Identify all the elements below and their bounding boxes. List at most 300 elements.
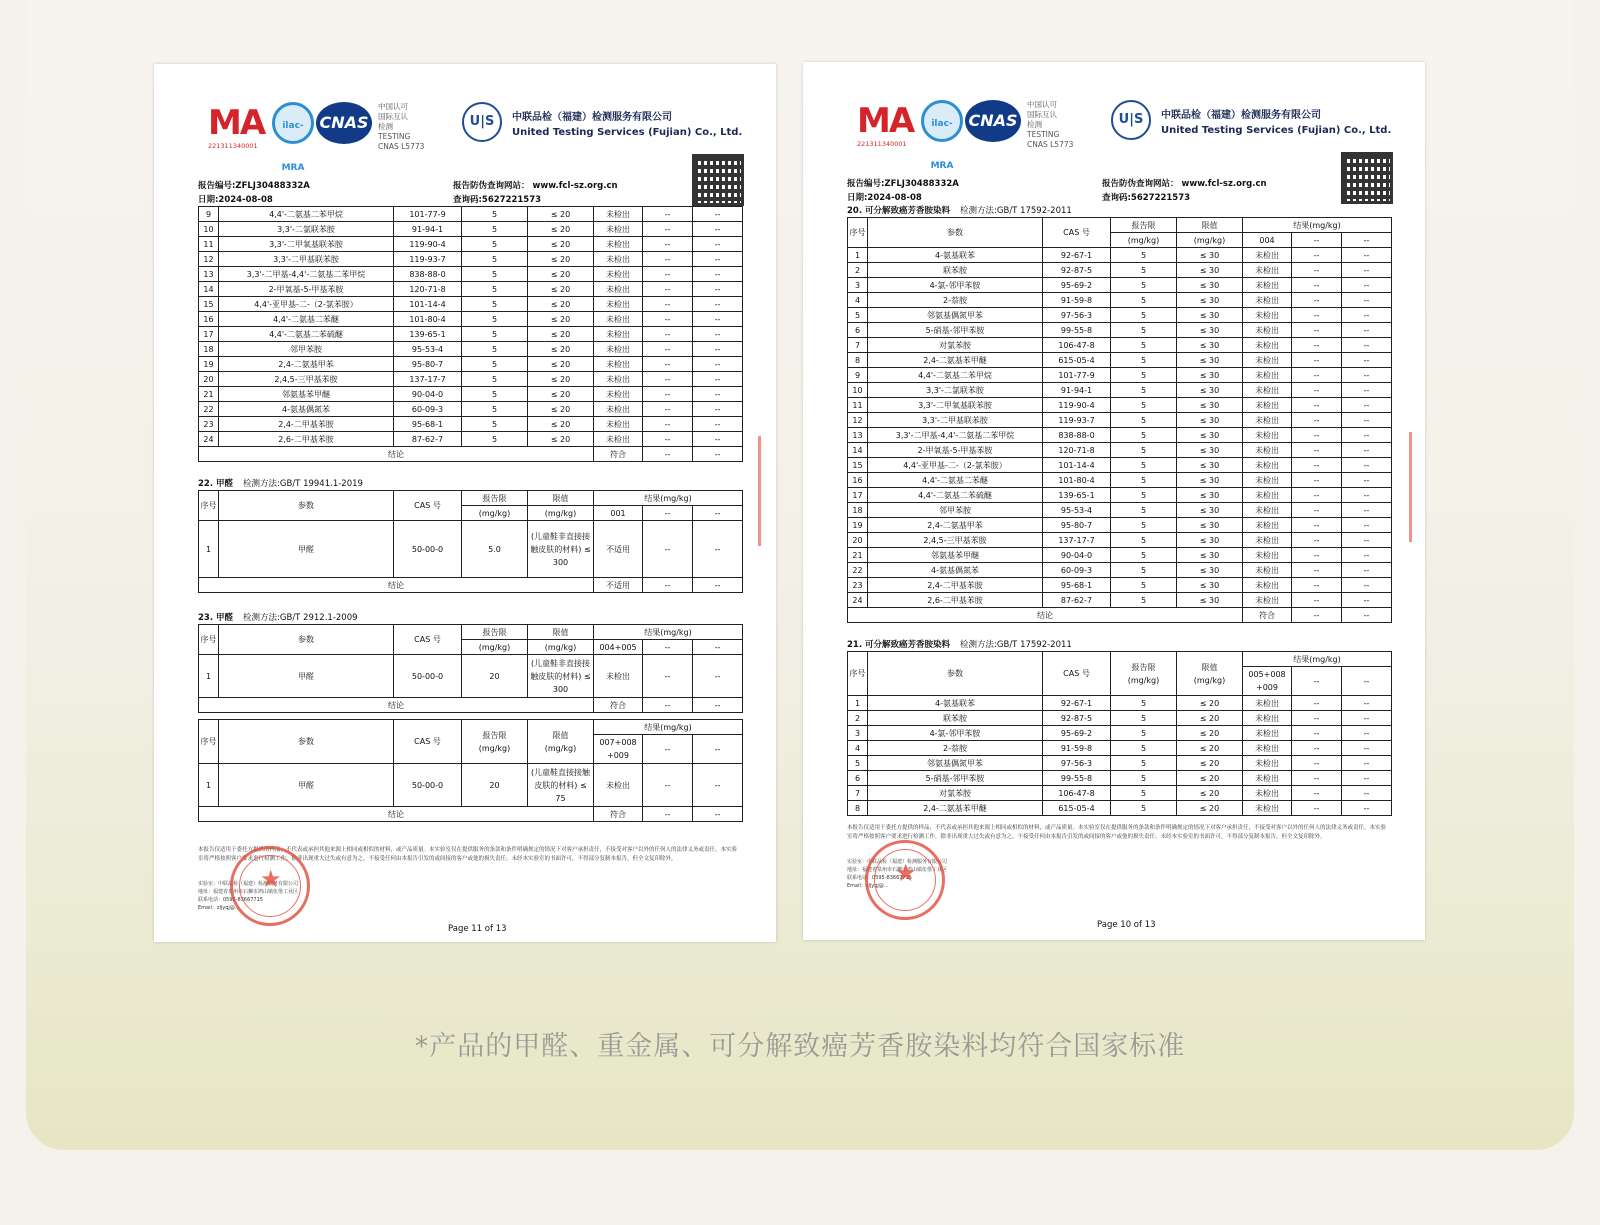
table-cell: 12 — [199, 252, 219, 267]
table-cell: 2 — [848, 711, 868, 726]
table-cell: -- — [1292, 786, 1342, 801]
table-row — [848, 323, 1392, 338]
table-cell: ≤ 30 — [1177, 488, 1243, 503]
table-cell: ≤ 20 — [528, 387, 594, 402]
table-cell: ≤ 20 — [528, 222, 594, 237]
edge-stamp — [758, 436, 775, 546]
table-cell: 未检出 — [1243, 428, 1292, 443]
table-cell: 8 — [848, 801, 868, 816]
table-cell: ≤ 20 — [1177, 726, 1243, 741]
table-cell: 97-56-3 — [1043, 756, 1111, 771]
table-cell: 未检出 — [1243, 488, 1292, 503]
table-cell: -- — [1342, 263, 1392, 278]
table-cell: 未检出 — [594, 222, 643, 237]
table-row — [199, 432, 743, 447]
table-cell: ≤ 30 — [1177, 533, 1243, 548]
table-cell: -- — [1342, 308, 1392, 323]
table-cell: -- — [643, 327, 693, 342]
table-cell: -- — [1292, 308, 1342, 323]
table-cell: 联苯胺 — [868, 711, 1043, 726]
table-row — [848, 711, 1392, 726]
table-cell: 5-硝基-邻甲苯胺 — [868, 323, 1043, 338]
table-cell: -- — [1292, 428, 1342, 443]
table-cell: 95-68-1 — [394, 417, 462, 432]
table-cell: 4,4'-二氨基二苯醚 — [868, 473, 1043, 488]
table-row — [848, 263, 1392, 278]
table-cell: -- — [1292, 711, 1342, 726]
table-cell: 5 — [848, 756, 868, 771]
table-cell: 10 — [848, 383, 868, 398]
table-cell: -- — [1292, 263, 1342, 278]
table-cell: 4,4'-亚甲基-二-（2-氯苯胺） — [219, 297, 394, 312]
table-cell: 4-氨基联苯 — [868, 696, 1043, 711]
table-cell: -- — [643, 312, 693, 327]
table-cell: 未检出 — [1243, 696, 1292, 711]
table-cell: 95-68-1 — [1043, 578, 1111, 593]
table-cell: ≤ 30 — [1177, 338, 1243, 353]
section-21-aromatic-amines: 21. 可分解致癌芳香胺染料 检测方法:GB/T 17592-2011 序号 参数 CAS 号 报告限 (mg/kg) 限值 (mg/kg) 结果(mg/kg) 005+008 +009 -- -- 1 4-氨基联苯 92-67-1 5 ≤ 20 未检出 -- -- 2 联苯胺 92-87-5 5 ≤ 20 未检出 -- -- 3 4-氯-邻甲苯胺 95-69-2 5 ≤ 20 未检出 -- -- 4 2-萘胺 91-59-8 5 ≤ 20 未检出 -- -- 5 邻氨基偶氮甲苯 97-56-3 5 ≤ 20 未检出 -- -- 6 5-硝基-邻甲苯胺 99-55-8 5 ≤ 20 未检出 -- -- 7 对氯苯胺 106-47-8 5 ≤ 20 未检出 -- -- 8 2,4-二氨基苯甲醚 615-05-4 5 ≤ 20 未检出 -- -- — [847, 639, 1391, 816]
table-row — [848, 563, 1392, 578]
table-cell: 未检出 — [1243, 443, 1292, 458]
table-row — [199, 282, 743, 297]
table-cell: -- — [693, 222, 743, 237]
table-cell: 5 — [1111, 473, 1177, 488]
table-cell: 5 — [462, 357, 528, 372]
table-cell: 60-09-3 — [394, 402, 462, 417]
table-row — [848, 338, 1392, 353]
table-row — [848, 533, 1392, 548]
table-cell: 未检出 — [1243, 398, 1292, 413]
table-cell: 92-67-1 — [1043, 696, 1111, 711]
table-cell: 5 — [1111, 593, 1177, 608]
table-cell: 未检出 — [1243, 771, 1292, 786]
table-cell: 5 — [1111, 383, 1177, 398]
table-cell: 91-59-8 — [1043, 741, 1111, 756]
table-cell: 3,3'-二氯联苯胺 — [219, 222, 394, 237]
table-cell: 未检出 — [1243, 353, 1292, 368]
table-cell: 139-65-1 — [394, 327, 462, 342]
table-cell: 未检出 — [594, 402, 643, 417]
table-cell: -- — [1292, 458, 1342, 473]
section-title: 22. 甲醛 检测方法:GB/T 19941.1-2019 — [198, 479, 363, 489]
table-cell: 5 — [1111, 786, 1177, 801]
table-cell: 91-94-1 — [394, 222, 462, 237]
report-page-right — [803, 62, 1425, 940]
table-cell: 6 — [848, 323, 868, 338]
table-cell: 3,3'-二甲基联苯胺 — [219, 252, 394, 267]
table-cell: 615-05-4 — [1043, 801, 1111, 816]
table-cell: 5 — [1111, 428, 1177, 443]
table-cell: 24 — [199, 432, 219, 447]
table-row — [199, 312, 743, 327]
table-cell: -- — [1342, 518, 1392, 533]
section-23-table-b: 序号 参数 CAS 号 报告限 (mg/kg) 限值 (mg/kg) 结果(mg/kg) 007+008 +009 -- -- 1 甲醛 50-00-0 20 (儿童鞋直接接触皮肤的材料) ≤ 75 未检出 -- -- 结论 符合 -- -- — [198, 719, 743, 822]
table-cell: -- — [643, 222, 693, 237]
table-cell: 5 — [1111, 293, 1177, 308]
table-cell: ≤ 20 — [528, 357, 594, 372]
table-cell: 11 — [848, 398, 868, 413]
table-row — [199, 387, 743, 402]
table-cell: ≤ 30 — [1177, 503, 1243, 518]
uts-logo: U|S — [462, 102, 502, 142]
table-cell: -- — [643, 402, 693, 417]
table-cell: 4-氨基偶氮苯 — [219, 402, 394, 417]
edge-stamp — [1409, 432, 1425, 542]
table-cell: 87-62-7 — [1043, 593, 1111, 608]
table-cell: 91-59-8 — [1043, 293, 1111, 308]
table-cell: 2,4-二氨基甲苯 — [219, 357, 394, 372]
table-cell: 未检出 — [1243, 248, 1292, 263]
table-row — [848, 726, 1392, 741]
table-cell: 未检出 — [1243, 458, 1292, 473]
table-row — [848, 503, 1392, 518]
report-meta: 报告编号:ZFLJ30488332A 日期:2024-08-08 报告防伪查询网站： www.fcl-sz.org.cn 查询码:5627221573 — [198, 181, 618, 205]
table-cell: -- — [643, 372, 693, 387]
table-cell: 95-69-2 — [1043, 278, 1111, 293]
table-cell: 5 — [1111, 518, 1177, 533]
table-cell: 13 — [848, 428, 868, 443]
table-cell: 2,4-二氨基苯甲醚 — [868, 353, 1043, 368]
table-cell: ≤ 20 — [528, 402, 594, 417]
report-header-logos — [208, 102, 748, 173]
table-cell: ≤ 20 — [1177, 711, 1243, 726]
table-cell: ≤ 30 — [1177, 473, 1243, 488]
table-cell: 对氯苯胺 — [868, 786, 1043, 801]
table-row — [199, 417, 743, 432]
table-cell: -- — [643, 342, 693, 357]
table-row — [848, 428, 1392, 443]
table-cell: 14 — [848, 443, 868, 458]
disclaimer: 本报告仅适用于委托方提供的样品，不代表或承担其他来源上相同或相似的材料，或产品质量。本实验室仅在提供服务的条款和条件明确规定的情况下对客户承担责任，不接受对客户以外的任何人的法律义务或责任。本实验室将严格按照客户要求进行检测工作，除非出现重大过失或有意为之，不接受任何由本报告引发的或间接的客户或他的损失责任。未经本实验室的书面许可，不得部分复制本报告，但全文复印除外。 — [198, 847, 738, 862]
table-row — [199, 357, 743, 372]
table-cell: -- — [693, 387, 743, 402]
table-cell: 101-14-4 — [394, 297, 462, 312]
table-cell: -- — [1292, 548, 1342, 563]
table-cell: -- — [1342, 578, 1392, 593]
cnas-logo: CNAS — [965, 100, 1021, 142]
table-cell: ≤ 20 — [528, 312, 594, 327]
table-cell: ≤ 20 — [528, 237, 594, 252]
table-cell: 3,3'-二甲氧基联苯胺 — [219, 237, 394, 252]
table-row — [199, 297, 743, 312]
table-cell: 未检出 — [594, 357, 643, 372]
table-cell: -- — [1342, 413, 1392, 428]
table-cell: 4,4'-亚甲基-二-（2-氯苯胺） — [868, 458, 1043, 473]
table-cell: 2,6-二甲基苯胺 — [219, 432, 394, 447]
company-name: 中联品检（福建）检测服务有限公司 United Testing Services (Fujian) Co., Ltd. — [512, 112, 743, 138]
table-row — [848, 473, 1392, 488]
table-cell: -- — [1292, 413, 1342, 428]
table-cell: -- — [1342, 368, 1392, 383]
table-row — [848, 696, 1392, 711]
table-cell: 95-80-7 — [394, 357, 462, 372]
table-cell: 2-萘胺 — [868, 741, 1043, 756]
table-cell: 未检出 — [594, 297, 643, 312]
table-cell: -- — [1292, 293, 1342, 308]
table-cell: -- — [693, 357, 743, 372]
table-cell: 3,3'-二甲基联苯胺 — [868, 413, 1043, 428]
table-cell: 未检出 — [1243, 518, 1292, 533]
table-cell: 90-04-0 — [1043, 548, 1111, 563]
table-cell: ≤ 30 — [1177, 293, 1243, 308]
table-row — [199, 222, 743, 237]
table-cell: -- — [1342, 741, 1392, 756]
table-cell: 2-甲氧基-5-甲基苯胺 — [868, 443, 1043, 458]
table-cell: 未检出 — [594, 327, 643, 342]
table-cell: -- — [1342, 696, 1392, 711]
table-cell: ≤ 20 — [1177, 696, 1243, 711]
table-cell: 92-67-1 — [1043, 248, 1111, 263]
table-cell: -- — [693, 402, 743, 417]
table-cell: 4-氨基偶氮苯 — [868, 563, 1043, 578]
table-row — [199, 267, 743, 282]
table-cell: 5 — [462, 222, 528, 237]
table-cell: -- — [693, 237, 743, 252]
table-row — [848, 518, 1392, 533]
ma-number: 221311340001 — [857, 140, 907, 148]
table-cell: 4 — [848, 741, 868, 756]
table-cell: -- — [1342, 248, 1392, 263]
table-cell: -- — [1342, 428, 1392, 443]
lab-contact: 实验室：中联品检（福建）检测服务有限公司 地址：福建省泉州市石狮市鸿山镇伍堡工业区 联系电话：0595-83667715 Email：zljyqj@... — [198, 881, 299, 911]
table-cell: -- — [693, 252, 743, 267]
table-cell: 8 — [848, 353, 868, 368]
table-cell: 未检出 — [594, 372, 643, 387]
table-row — [848, 756, 1392, 771]
table-cell: 未检出 — [1243, 786, 1292, 801]
table-cell: 5 — [1111, 726, 1177, 741]
ma-number: 221311340001 — [208, 142, 258, 150]
table-cell: 2,4-二氨基苯甲醚 — [868, 801, 1043, 816]
table-cell: 99-55-8 — [1043, 771, 1111, 786]
table-cell: -- — [1342, 503, 1392, 518]
table-row — [199, 327, 743, 342]
table-cell: 5 — [1111, 368, 1177, 383]
table-cell: ≤ 20 — [1177, 741, 1243, 756]
table-cell: 5 — [1111, 458, 1177, 473]
table-cell: 5 — [1111, 248, 1177, 263]
table-cell: -- — [1292, 368, 1342, 383]
table-cell: 未检出 — [1243, 473, 1292, 488]
table-cell: ≤ 30 — [1177, 353, 1243, 368]
table-cell: -- — [1292, 771, 1342, 786]
table-cell: 未检出 — [1243, 563, 1292, 578]
table-cell: -- — [643, 387, 693, 402]
accreditation-text: 中国认可 国际互认 检测 TESTING CNAS L5773 — [378, 102, 425, 151]
table-cell: 5 — [1111, 563, 1177, 578]
table-row — [848, 548, 1392, 563]
official-seal: ★ — [865, 840, 945, 920]
table-cell: 2,4-二甲基苯胺 — [219, 417, 394, 432]
table-cell: 5 — [462, 372, 528, 387]
table-cell: -- — [1342, 338, 1392, 353]
table-cell: -- — [1342, 473, 1392, 488]
table-cell: -- — [643, 432, 693, 447]
table-cell: -- — [693, 267, 743, 282]
table-cell: 3,3'-二甲氧基联苯胺 — [868, 398, 1043, 413]
conclusion-row: 结论 符合 -- -- — [199, 447, 743, 462]
table-cell: 未检出 — [1243, 413, 1292, 428]
table-row — [848, 801, 1392, 816]
table-cell: ≤ 30 — [1177, 248, 1243, 263]
table-cell: 106-47-8 — [1043, 786, 1111, 801]
table-row — [199, 372, 743, 387]
table-cell: 95-53-4 — [1043, 503, 1111, 518]
table-cell: 2,4-二氨基甲苯 — [868, 518, 1043, 533]
table-cell: 未检出 — [1243, 308, 1292, 323]
official-seal: ★ — [230, 846, 310, 926]
report-page-left — [154, 64, 776, 942]
disclaimer: 本报告仅适用于委托方提供的样品，不代表或承担其他来源上相同或相似的材料，或产品质量。本实验室仅在提供服务的条款和条件明确规定的情况下对客户承担责任，不接受对客户以外的任何人的法律义务或责任。本实验室将严格按照客户要求进行检测工作，除非出现重大过失或有意为之，不接受任何由本报告引发的或间接的客户或他的损失责任。未经本实验室的书面许可，不得部分复制本报告，但全文复印除外。 — [847, 825, 1387, 840]
table-cell: ≤ 20 — [1177, 786, 1243, 801]
table-cell: 3,3'-二氯联苯胺 — [868, 383, 1043, 398]
table-cell: -- — [643, 267, 693, 282]
table-cell: 邻氨基偶氮甲苯 — [868, 308, 1043, 323]
table-cell: -- — [1292, 533, 1342, 548]
conclusion-row: 结论 符合 -- -- — [848, 608, 1392, 623]
table-cell: 101-80-4 — [394, 312, 462, 327]
table-cell: 6 — [848, 771, 868, 786]
table-cell: 5 — [848, 308, 868, 323]
table-cell: -- — [1342, 563, 1392, 578]
section-title: 21. 可分解致癌芳香胺染料 检测方法:GB/T 17592-2011 — [847, 640, 1072, 650]
table-cell: 5 — [462, 327, 528, 342]
table-cell: 19 — [199, 357, 219, 372]
table-cell: 1 — [848, 696, 868, 711]
table-cell: 97-56-3 — [1043, 308, 1111, 323]
table-row — [848, 593, 1392, 608]
table-cell: 21 — [199, 387, 219, 402]
table-cell: -- — [693, 342, 743, 357]
table-cell: 95-53-4 — [394, 342, 462, 357]
accreditation-text: 中国认可 国际互认 检测 TESTING CNAS L5773 — [1027, 100, 1074, 149]
table-cell: -- — [1292, 756, 1342, 771]
table-cell: 未检出 — [1243, 503, 1292, 518]
ma-logo: MA — [208, 103, 265, 143]
table-cell: -- — [1292, 593, 1342, 608]
table-cell: 5 — [1111, 323, 1177, 338]
table-cell: 5 — [462, 342, 528, 357]
table-cell: 未检出 — [1243, 756, 1292, 771]
section-23-formaldehyde: 23. 甲醛 检测方法:GB/T 2912.1-2009 序号 参数 CAS 号 报告限 限值 结果(mg/kg) (mg/kg) (mg/kg) 004+005 -- -- 1 甲醛 50-00-0 20 (儿童鞋非直接接触皮肤的材料) ≤ 300 未检出 -- -- 结论 符合 -- -- 序号 参数 CAS 号 报告限 (mg/kg) 限值 (mg/kg) 结果(mg/kg) 007+008 +009 -- -- 1 甲醛 50-00-0 20 (儿童鞋直接接触皮肤的材料) ≤ 75 未检出 -- -- 结论 符合 -- -- — [198, 612, 742, 822]
table-cell: ≤ 30 — [1177, 368, 1243, 383]
table-cell: 4,4'-二氨基二苯甲烷 — [219, 207, 394, 222]
table-cell: 5 — [1111, 263, 1177, 278]
table-cell: -- — [1292, 278, 1342, 293]
table-cell: 4,4'-二氨基二苯甲烷 — [868, 368, 1043, 383]
amine-table-continued — [198, 206, 742, 462]
report-header-logos — [857, 100, 1397, 171]
table-cell: 5 — [1111, 711, 1177, 726]
table-cell: 5 — [462, 417, 528, 432]
table-row — [848, 413, 1392, 428]
table-cell: ≤ 30 — [1177, 428, 1243, 443]
table-row — [848, 353, 1392, 368]
table-cell: -- — [1342, 548, 1392, 563]
table-cell: 14 — [199, 282, 219, 297]
table-cell: 3,3'-二甲基-4,4'-二氨基二苯甲烷 — [868, 428, 1043, 443]
table-row — [848, 741, 1392, 756]
table-cell: 12 — [848, 413, 868, 428]
table-cell: ≤ 30 — [1177, 593, 1243, 608]
table-cell: 未检出 — [594, 342, 643, 357]
table-cell: 22 — [848, 563, 868, 578]
table-cell: ≤ 30 — [1177, 548, 1243, 563]
table-cell: 未检出 — [1243, 741, 1292, 756]
ilac-logo: ilac-MRA — [921, 100, 963, 142]
table-cell: -- — [1342, 786, 1392, 801]
table-cell: -- — [643, 357, 693, 372]
table-cell: 未检出 — [594, 282, 643, 297]
table-cell: ≤ 20 — [528, 342, 594, 357]
table-cell: 5 — [1111, 771, 1177, 786]
table-cell: 1 — [848, 248, 868, 263]
table-row — [199, 402, 743, 417]
table-row — [199, 342, 743, 357]
table-cell: 未检出 — [594, 432, 643, 447]
table-cell: 95-69-2 — [1043, 726, 1111, 741]
table-row — [848, 383, 1392, 398]
table-cell: 15 — [199, 297, 219, 312]
table-cell: -- — [1292, 323, 1342, 338]
table-cell: ≤ 20 — [528, 267, 594, 282]
table-cell: -- — [643, 417, 693, 432]
table-cell: -- — [1342, 533, 1392, 548]
table-cell: 4,4'-二氨基二苯醚 — [219, 312, 394, 327]
table-cell: -- — [1292, 443, 1342, 458]
table-cell: 24 — [848, 593, 868, 608]
table-cell: -- — [1342, 293, 1392, 308]
table-cell: 未检出 — [1243, 368, 1292, 383]
table-cell: ≤ 20 — [528, 327, 594, 342]
table-cell: ≤ 20 — [528, 207, 594, 222]
table-cell: 5 — [1111, 533, 1177, 548]
table-cell: 5 — [1111, 338, 1177, 353]
table-cell: 未检出 — [594, 252, 643, 267]
table-cell: 5 — [1111, 413, 1177, 428]
table-cell: 未检出 — [1243, 278, 1292, 293]
table-cell: 22 — [199, 402, 219, 417]
table-cell: -- — [1292, 353, 1342, 368]
table-cell: -- — [1342, 711, 1392, 726]
table-cell: 101-80-4 — [1043, 473, 1111, 488]
table-cell: 101-77-9 — [1043, 368, 1111, 383]
table-cell: 106-47-8 — [1043, 338, 1111, 353]
table-cell: 120-71-8 — [394, 282, 462, 297]
table-cell: -- — [693, 312, 743, 327]
table-cell: 4,4'-二氨基二苯硫醚 — [219, 327, 394, 342]
table-cell: 2 — [848, 263, 868, 278]
table-cell: 139-65-1 — [1043, 488, 1111, 503]
table-cell: -- — [693, 372, 743, 387]
table-cell: ≤ 30 — [1177, 323, 1243, 338]
table-cell: -- — [1292, 518, 1342, 533]
table-cell: 5 — [1111, 308, 1177, 323]
table-cell: -- — [1292, 338, 1342, 353]
table-cell: 2-萘胺 — [868, 293, 1043, 308]
table-row — [199, 207, 743, 222]
table-cell: 120-71-8 — [1043, 443, 1111, 458]
table-cell: -- — [1342, 726, 1392, 741]
table-cell: 16 — [199, 312, 219, 327]
table-cell: 未检出 — [1243, 711, 1292, 726]
table-row — [848, 488, 1392, 503]
table-row — [848, 308, 1392, 323]
table-cell: -- — [643, 207, 693, 222]
table-cell: -- — [643, 237, 693, 252]
table-row — [848, 398, 1392, 413]
lab-contact: 实验室：中联品检（福建）检测服务有限公司 地址：福建省泉州市石狮市鸿山镇伍堡工业区 联系电话：0595-83667715 Email：zljyqj@... — [847, 859, 948, 889]
